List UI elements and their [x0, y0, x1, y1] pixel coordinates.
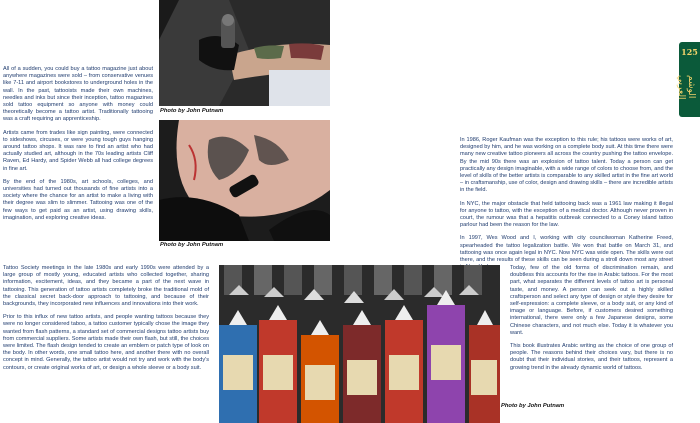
paragraph: Prior to this influx of new tattoo artists, and people wanting tattoos because they were no longer considered taboo, a tattoo customer typically chose the image they wanted from flash patterns, a standard set of commercial designs tattoo artists buy from commercial suppliers. Some artists made their own flash, but still, the choices were limited. The flash design tended to create an emblem or patch type of look on the body. In other words, one small tattoo here, and another there with no overall concept in mind. Generally, the tattoo artist would not try and work with the body's contours, or create original works of art, or design a whole sleeve or a body suit.: [3, 314, 209, 371]
tattooing-photo: [159, 0, 330, 106]
right-column-text: [460, 137, 673, 277]
left-column-text: [3, 66, 153, 228]
left-lower-text: [3, 265, 209, 378]
page-number: 125: [681, 47, 698, 57]
paragraph: In 1997, Wes Wood and I, working with city councilwoman Katherine Freed, spearheaded the tattoo legalization battle. We won that battle on March 31, and tattooing was once again legal in NYC. Now NYC was wide open. The skills were out there, and the results of these skills can be seen during a stroll down most any street: [460, 235, 673, 264]
paragraph: In NYC, the major obstacle that held tattooing back was a 1961 law making it illegal for anyone to tattoo, with the exception of a medical doctor. Although never proven in court, the rumour was that a hepatitis outbreak connected to a Coney island tattoo parlour had been the reason for the law.: [460, 200, 673, 229]
paragraph: Artists came from trades like sign painting, were connected to sideshows, circuses, or were young tough guys hanging around tattoo shops. It was rare to find an artist who had actually studied art, although in the 70s leading artists Cliff Raven, Ed Hardy, and Spider Webb all had college degrees in fine art.: [3, 129, 153, 172]
paragraph: By the end of the 1980s, art schools, colleges, and universities had turned out thousands of fine artists into a society where the chance for an artist to make a living with their degree was slim to slimmer. Tattooing was one of the few ways to get paid as an artist, using drawing skills, imagination, and exploring creative ideas.: [3, 178, 153, 221]
paragraph: All of a sudden, you could buy a tattoo magazine just about anywhere magazines were sold – from conservative venues like 7-11 and airport bookstores to underground holes in the wall. In the past, tattooists made their own machines, needles and inks but since their inception, tattoo magazines sold tattoo equipment so anyone with money could theoretically become a tattoo artist. Traditionally tattooing was a craft requiring an apprenticeship.: [3, 66, 153, 123]
section-tab: [676, 42, 700, 117]
paragraph: Today, few of the old forms of discrimination remain, and doubtless this accounts for the rise in Arabic tattoos. For the most part, what separates the different levels of tattoo art is personal taste, and money. A person can seek out a highly skilled craftsperson and select any type of design or style they desire for self-expression: a complete sleeve, or a body suit, or any kind of image or language. Before, if customers desired something international, there were only a few Japanese designs, some Chinese characters, and not much else. Today it is whatever you want.: [510, 265, 673, 336]
photo-caption-1: Photo by John Putnam: [160, 108, 224, 114]
right-lower-text: [510, 265, 673, 378]
paragraph: Tattoo Society meetings in the late 1980s and early 1990s were attended by a large group of mostly young, educated artists who collected together, sharing information, excitement, ideas, and they became a part of the next wave in tattooing. This generation of tattoo artists completely broke the traditional mold of the classical secret back-door approach to tattooing, and because of their backgrounds, they incorporated new influences and innovations into their work.: [3, 265, 209, 308]
photo-caption-2: Photo by John Putnam: [160, 242, 224, 248]
paragraph: In 1986, Roger Kaufman was the exception to this rule; his tattoos were works of art, designed by him, and he was working on a complete body suit. At this time there were many new creative tattoo pioneers all across the country pushing the tattoo envelope. By the mid 90s there was an explosion of tattoo talent. Today a person can get practically any design imaginable, with a wide range of colors to choose from, and the level of skills of the better artists is comparable to any skilled artist in the fine art world – in craftsmanship, use of color, design and drawing skills – there are incredible artists in the field.: [460, 137, 673, 194]
paragraph: This book illustrates Arabic writing as the choice of one group of people. The reasons behind their choices vary, but there is no doubt that their individual stories, and their tattoos, represent a growing trend in the already dynamic world of tattoos.: [510, 343, 673, 371]
photo-caption-3: Photo by John Putnam: [501, 403, 565, 409]
section-tab-label: الوشم العربي: [676, 74, 696, 100]
closeup-tattoo-photo: [159, 120, 330, 241]
ink-bottles-photo: [219, 265, 500, 423]
